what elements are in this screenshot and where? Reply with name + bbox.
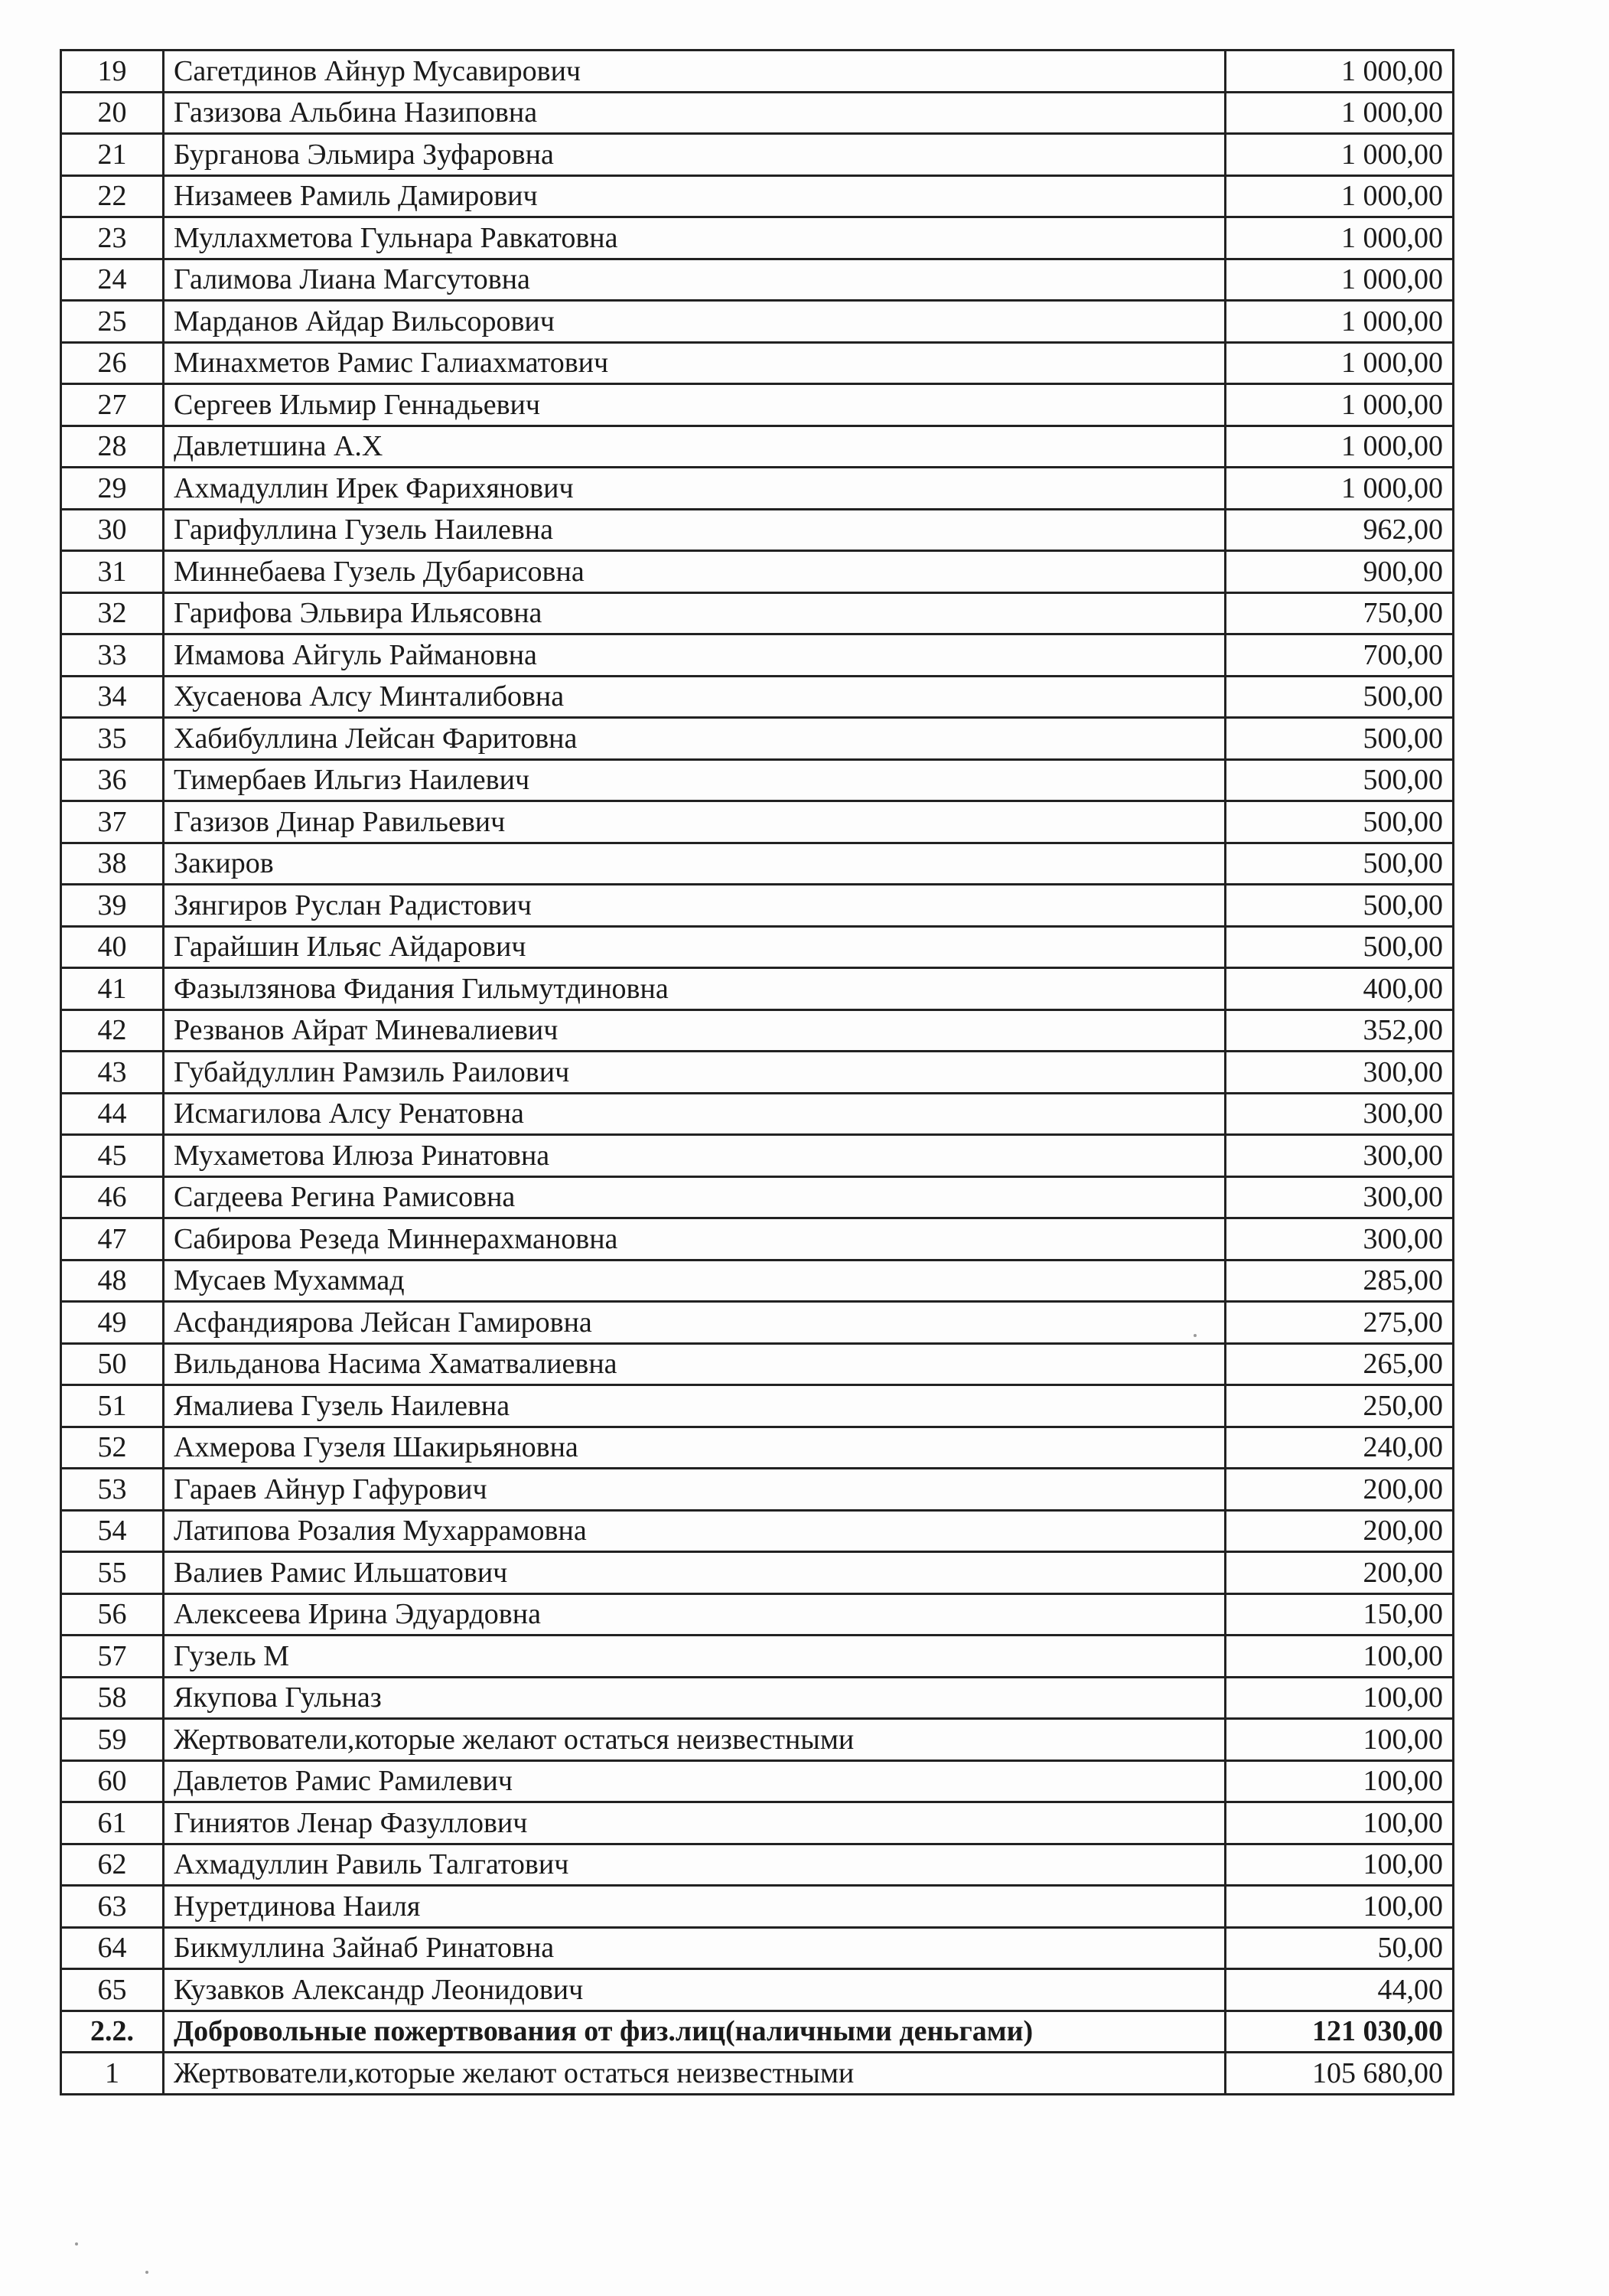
donor-name: Галимова Лиана Магсутовна xyxy=(164,259,1226,301)
donor-name: Давлетшина А.Х xyxy=(164,426,1226,468)
donation-amount: 500,00 xyxy=(1226,843,1454,885)
donor-name: Якупова Гульназ xyxy=(164,1677,1226,1719)
donor-name: Закиров xyxy=(164,843,1226,885)
table-row xyxy=(61,885,1454,927)
table-row xyxy=(61,1218,1454,1261)
row-number: 40 xyxy=(61,926,164,968)
donation-amount: 100,00 xyxy=(1226,1719,1454,1761)
row-number: 35 xyxy=(61,718,164,760)
donor-name: Зянгиров Руслан Радистович xyxy=(164,885,1226,927)
donor-name: Ахмадуллин Равиль Талгатович xyxy=(164,1844,1226,1886)
donation-amount: 1 000,00 xyxy=(1226,384,1454,426)
donor-name: Гузель М xyxy=(164,1636,1226,1678)
donations-table xyxy=(60,49,1454,2095)
table-row xyxy=(61,551,1454,593)
table-row xyxy=(61,801,1454,843)
donor-name: Имамова Айгуль Раймановна xyxy=(164,634,1226,677)
donation-amount: 1 000,00 xyxy=(1226,92,1454,134)
scan-speck xyxy=(1194,1334,1197,1337)
table-row xyxy=(61,1093,1454,1135)
row-number: 29 xyxy=(61,468,164,510)
table-row xyxy=(61,175,1454,217)
donation-amount: 700,00 xyxy=(1226,634,1454,677)
donation-amount: 240,00 xyxy=(1226,1427,1454,1469)
table-row xyxy=(61,676,1454,718)
scan-speck xyxy=(145,2271,148,2274)
donor-name: Гарифуллина Гузель Наилевна xyxy=(164,509,1226,551)
table-row xyxy=(61,1510,1454,1552)
donation-amount: 300,00 xyxy=(1226,1176,1454,1218)
table-row xyxy=(61,1469,1454,1511)
donation-amount: 750,00 xyxy=(1226,592,1454,634)
table-row xyxy=(61,1802,1454,1844)
donor-name: Миннебаева Гузель Дубарисовна xyxy=(164,551,1226,593)
table-row xyxy=(61,301,1454,343)
donor-name: Тимербаев Ильгиз Наилевич xyxy=(164,759,1226,801)
donation-amount: 105 680,00 xyxy=(1226,2053,1454,2095)
donor-name: Гарайшин Ильяс Айдарович xyxy=(164,926,1226,968)
row-number: 52 xyxy=(61,1427,164,1469)
donation-amount: 285,00 xyxy=(1226,1260,1454,1302)
donation-amount: 100,00 xyxy=(1226,1886,1454,1928)
table-row xyxy=(61,426,1454,468)
donation-amount: 1 000,00 xyxy=(1226,426,1454,468)
donor-name: Губайдуллин Рамзиль Раилович xyxy=(164,1052,1226,1094)
donation-amount: 100,00 xyxy=(1226,1677,1454,1719)
donation-amount: 150,00 xyxy=(1226,1593,1454,1636)
row-number: 24 xyxy=(61,259,164,301)
row-number: 1 xyxy=(61,2053,164,2095)
donor-name: Марданов Айдар Вильсорович xyxy=(164,301,1226,343)
donor-name: Кузавков Александр Леонидович xyxy=(164,1969,1226,2011)
donation-amount: 200,00 xyxy=(1226,1510,1454,1552)
table-row xyxy=(61,1385,1454,1427)
donor-name: Жертвователи,которые желают остаться неизвестными xyxy=(164,2053,1226,2095)
donor-name: Жертвователи,которые желают остаться неизвестными xyxy=(164,1719,1226,1761)
donation-amount: 100,00 xyxy=(1226,1760,1454,1802)
table-row xyxy=(61,1052,1454,1094)
table-row xyxy=(61,843,1454,885)
row-number: 38 xyxy=(61,843,164,885)
row-number: 63 xyxy=(61,1886,164,1928)
donation-amount: 400,00 xyxy=(1226,968,1454,1010)
row-number: 48 xyxy=(61,1260,164,1302)
table-row xyxy=(61,509,1454,551)
donor-name: Валиев Рамис Ильшатович xyxy=(164,1552,1226,1594)
row-number: 42 xyxy=(61,1009,164,1052)
donation-amount: 200,00 xyxy=(1226,1552,1454,1594)
donor-name: Добровольные пожертвования от физ.лиц(наличными деньгами) xyxy=(164,2011,1226,2053)
donation-amount: 100,00 xyxy=(1226,1636,1454,1678)
table-row xyxy=(61,1343,1454,1385)
donor-name: Хабибуллина Лейсан Фаритовна xyxy=(164,718,1226,760)
table-row xyxy=(61,134,1454,176)
table-row xyxy=(61,1176,1454,1218)
table-row xyxy=(61,1302,1454,1344)
donor-name: Муллахметова Гульнара Равкатовна xyxy=(164,217,1226,259)
donation-amount: 1 000,00 xyxy=(1226,134,1454,176)
table-row xyxy=(61,1593,1454,1636)
row-number: 51 xyxy=(61,1385,164,1427)
table-row xyxy=(61,1886,1454,1928)
row-number: 26 xyxy=(61,342,164,384)
row-number: 32 xyxy=(61,592,164,634)
section-header-row xyxy=(61,2011,1454,2053)
row-number: 44 xyxy=(61,1093,164,1135)
table-row xyxy=(61,1552,1454,1594)
donation-amount: 300,00 xyxy=(1226,1135,1454,1177)
table-row xyxy=(61,1760,1454,1802)
donation-amount: 265,00 xyxy=(1226,1343,1454,1385)
table-row xyxy=(61,342,1454,384)
row-number: 62 xyxy=(61,1844,164,1886)
donation-amount: 100,00 xyxy=(1226,1844,1454,1886)
row-number: 46 xyxy=(61,1176,164,1218)
donor-name: Минахметов Рамис Галиахматович xyxy=(164,342,1226,384)
donor-name: Бурганова Эльмира Зуфаровна xyxy=(164,134,1226,176)
donor-name: Бикмуллина Зайнаб Ринатовна xyxy=(164,1927,1226,1969)
donor-name: Ахмерова Гузеля Шакирьяновна xyxy=(164,1427,1226,1469)
donor-name: Сагетдинов Айнур Мусавирович xyxy=(164,51,1226,93)
table-row xyxy=(61,1719,1454,1761)
row-number: 59 xyxy=(61,1719,164,1761)
donor-name: Давлетов Рамис Рамилевич xyxy=(164,1760,1226,1802)
row-number: 39 xyxy=(61,885,164,927)
donor-name: Низамеев Рамиль Дамирович xyxy=(164,175,1226,217)
donation-amount: 962,00 xyxy=(1226,509,1454,551)
table-row xyxy=(61,1636,1454,1678)
donation-amount: 44,00 xyxy=(1226,1969,1454,2011)
row-number: 49 xyxy=(61,1302,164,1344)
row-number: 57 xyxy=(61,1636,164,1678)
table-row xyxy=(61,718,1454,760)
donation-amount: 300,00 xyxy=(1226,1052,1454,1094)
donor-name: Сабирова Резеда Миннерахмановна xyxy=(164,1218,1226,1261)
row-number: 34 xyxy=(61,676,164,718)
table-row xyxy=(61,592,1454,634)
donation-amount: 121 030,00 xyxy=(1226,2011,1454,2053)
scan-speck xyxy=(75,2242,78,2245)
table-row xyxy=(61,968,1454,1010)
donation-amount: 1 000,00 xyxy=(1226,51,1454,93)
donor-name: Вильданова Насима Хаматвалиевна xyxy=(164,1343,1226,1385)
row-number: 20 xyxy=(61,92,164,134)
table-row xyxy=(61,92,1454,134)
table-row xyxy=(61,1844,1454,1886)
table-row xyxy=(61,926,1454,968)
donation-amount: 500,00 xyxy=(1226,718,1454,760)
donation-amount: 1 000,00 xyxy=(1226,468,1454,510)
donation-amount: 100,00 xyxy=(1226,1802,1454,1844)
table-row xyxy=(61,2053,1454,2095)
row-number: 54 xyxy=(61,1510,164,1552)
row-number: 21 xyxy=(61,134,164,176)
table-row xyxy=(61,468,1454,510)
row-number: 47 xyxy=(61,1218,164,1261)
donation-amount: 900,00 xyxy=(1226,551,1454,593)
donation-amount: 500,00 xyxy=(1226,926,1454,968)
row-number: 56 xyxy=(61,1593,164,1636)
donation-amount: 50,00 xyxy=(1226,1927,1454,1969)
donor-name: Фазылзянова Фидания Гильмутдиновна xyxy=(164,968,1226,1010)
donation-amount: 1 000,00 xyxy=(1226,259,1454,301)
donation-amount: 500,00 xyxy=(1226,801,1454,843)
table-row xyxy=(61,1927,1454,1969)
donation-amount: 1 000,00 xyxy=(1226,301,1454,343)
row-number: 64 xyxy=(61,1927,164,1969)
row-number: 53 xyxy=(61,1469,164,1511)
donor-name: Гарифова Эльвира Ильясовна xyxy=(164,592,1226,634)
donation-amount: 500,00 xyxy=(1226,885,1454,927)
row-number: 43 xyxy=(61,1052,164,1094)
table-row xyxy=(61,1260,1454,1302)
donor-name: Мухаметова Илюза Ринатовна xyxy=(164,1135,1226,1177)
row-number: 30 xyxy=(61,509,164,551)
row-number: 55 xyxy=(61,1552,164,1594)
row-number: 19 xyxy=(61,51,164,93)
donation-amount: 1 000,00 xyxy=(1226,342,1454,384)
row-number: 58 xyxy=(61,1677,164,1719)
donation-amount: 500,00 xyxy=(1226,759,1454,801)
row-number: 41 xyxy=(61,968,164,1010)
donor-name: Резванов Айрат Миневалиевич xyxy=(164,1009,1226,1052)
row-number: 23 xyxy=(61,217,164,259)
table-row xyxy=(61,51,1454,93)
row-number: 50 xyxy=(61,1343,164,1385)
donation-amount: 200,00 xyxy=(1226,1469,1454,1511)
table-row xyxy=(61,1969,1454,2011)
row-number: 36 xyxy=(61,759,164,801)
donation-amount: 1 000,00 xyxy=(1226,175,1454,217)
donation-amount: 1 000,00 xyxy=(1226,217,1454,259)
table-row xyxy=(61,1427,1454,1469)
donor-name: Мусаев Мухаммад xyxy=(164,1260,1226,1302)
row-number: 28 xyxy=(61,426,164,468)
row-number: 31 xyxy=(61,551,164,593)
donation-amount: 250,00 xyxy=(1226,1385,1454,1427)
donor-name: Исмагилова Алсу Ренатовна xyxy=(164,1093,1226,1135)
donor-name: Ямалиева Гузель Наилевна xyxy=(164,1385,1226,1427)
donor-name: Газизова Альбина Назиповна xyxy=(164,92,1226,134)
donor-name: Гиниятов Ленар Фазуллович xyxy=(164,1802,1226,1844)
donor-name: Гараев Айнур Гафурович xyxy=(164,1469,1226,1511)
row-number: 37 xyxy=(61,801,164,843)
donor-name: Латипова Розалия Мухаррамовна xyxy=(164,1510,1226,1552)
row-number: 61 xyxy=(61,1802,164,1844)
donor-name: Сагдеева Регина Рамисовна xyxy=(164,1176,1226,1218)
row-number: 25 xyxy=(61,301,164,343)
table-row xyxy=(61,759,1454,801)
table-row xyxy=(61,217,1454,259)
donor-name: Ахмадуллин Ирек Фарихянович xyxy=(164,468,1226,510)
donations-table-body xyxy=(61,51,1454,2095)
donor-name: Газизов Динар Равильевич xyxy=(164,801,1226,843)
table-row xyxy=(61,634,1454,677)
table-row xyxy=(61,384,1454,426)
donor-name: Сергеев Ильмир Геннадьевич xyxy=(164,384,1226,426)
row-number: 33 xyxy=(61,634,164,677)
row-number: 22 xyxy=(61,175,164,217)
row-number: 2.2. xyxy=(61,2011,164,2053)
donation-amount: 500,00 xyxy=(1226,676,1454,718)
row-number: 27 xyxy=(61,384,164,426)
donation-amount: 275,00 xyxy=(1226,1302,1454,1344)
table-row xyxy=(61,259,1454,301)
donor-name: Асфандиярова Лейсан Гамировна xyxy=(164,1302,1226,1344)
donation-amount: 352,00 xyxy=(1226,1009,1454,1052)
row-number: 65 xyxy=(61,1969,164,2011)
row-number: 45 xyxy=(61,1135,164,1177)
table-row xyxy=(61,1009,1454,1052)
donor-name: Алексеева Ирина Эдуардовна xyxy=(164,1593,1226,1636)
donation-amount: 300,00 xyxy=(1226,1218,1454,1261)
donation-amount: 300,00 xyxy=(1226,1093,1454,1135)
table-row xyxy=(61,1677,1454,1719)
row-number: 60 xyxy=(61,1760,164,1802)
table-row xyxy=(61,1135,1454,1177)
donor-name: Хусаенова Алсу Минталибовна xyxy=(164,676,1226,718)
donor-name: Нуретдинова Наиля xyxy=(164,1886,1226,1928)
